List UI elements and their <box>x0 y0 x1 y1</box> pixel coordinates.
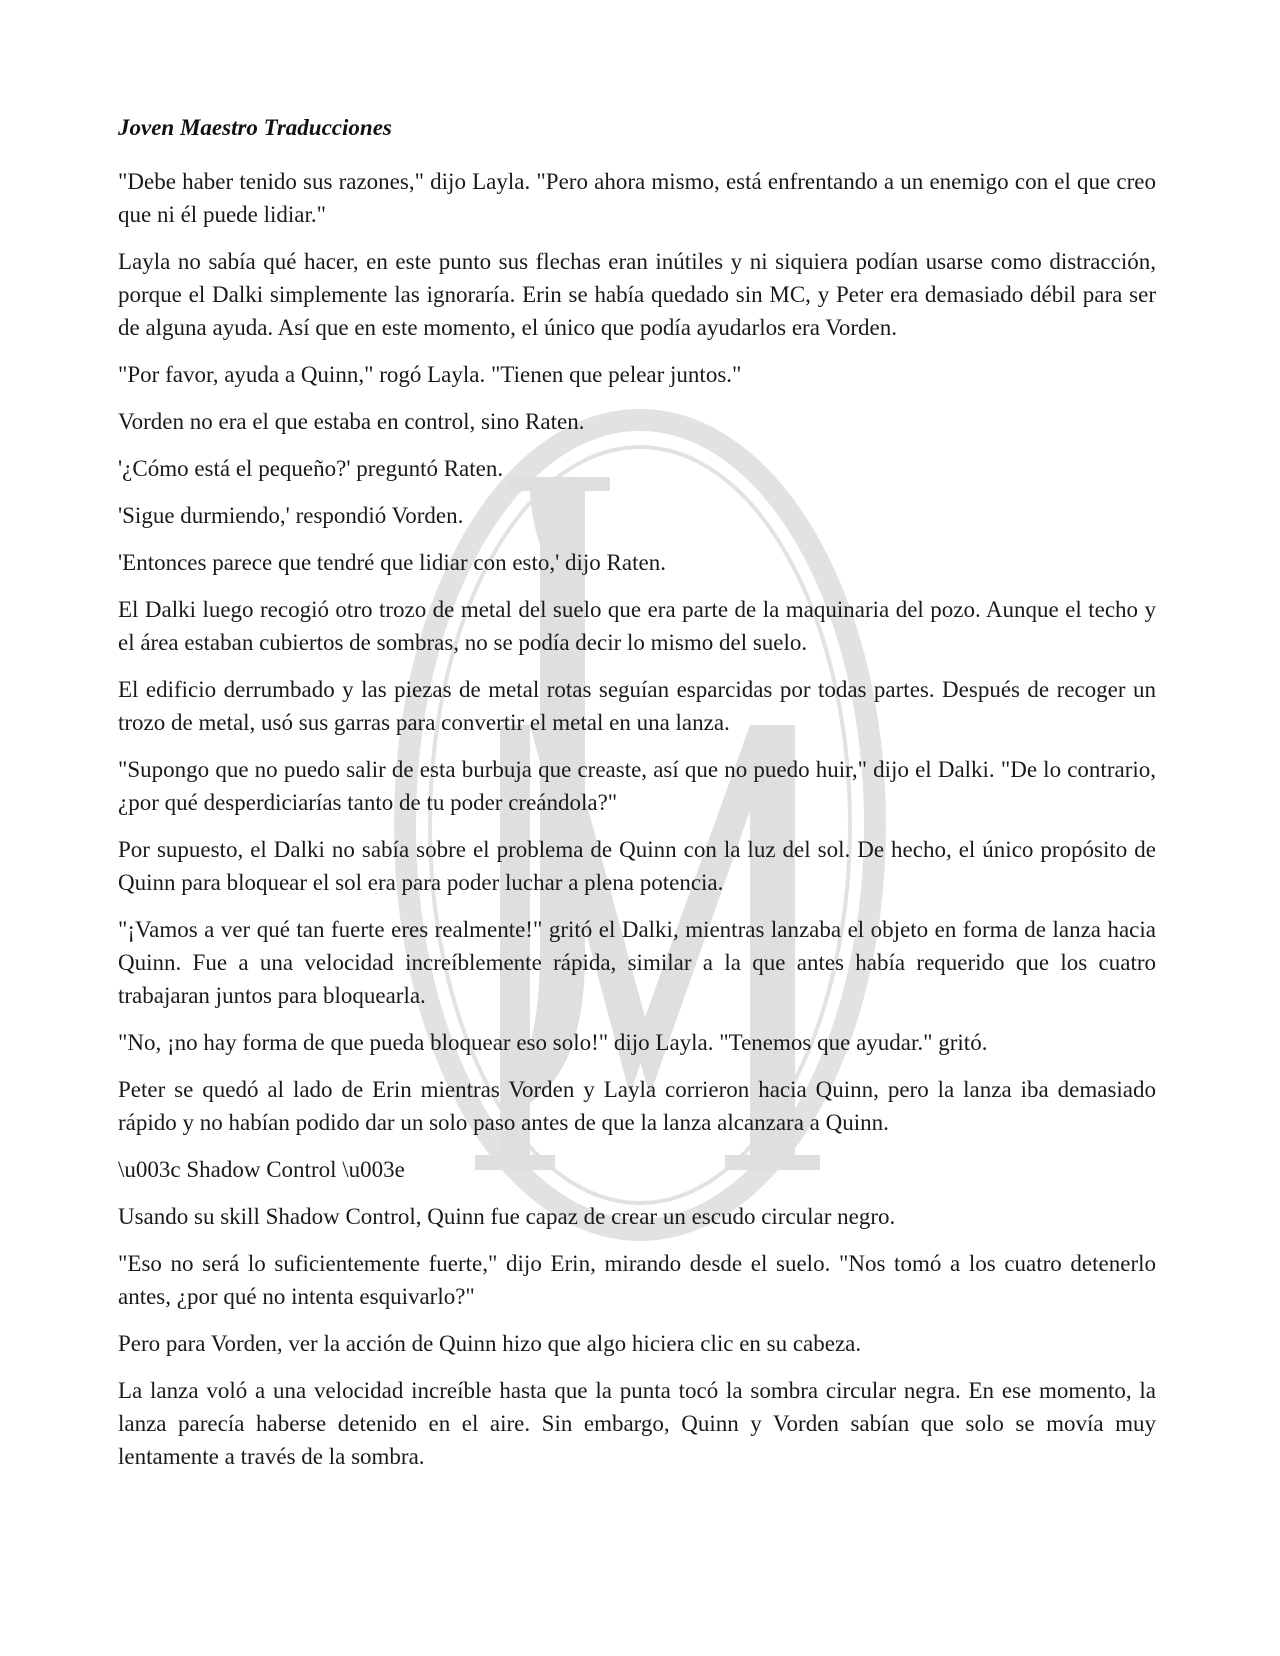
paragraph: Usando su skill Shadow Control, Quinn fue capaz de crear un escudo circular negro. <box>118 1204 896 1229</box>
paragraph: "Por favor, ayuda a Quinn," rogó Layla. "Tienen que pelear juntos." <box>118 362 742 387</box>
paragraph: El Dalki luego recogió otro trozo de metal del suelo que era parte de la maquinaria del pozo. Aunque el techo y el área estaban cubiertos de sombras, no se podía decir lo mismo del suelo. <box>118 597 1156 655</box>
document-title: Joven Maestro Traducciones <box>118 115 392 140</box>
paragraph: El edificio derrumbado y las piezas de metal rotas seguían esparcidas por todas partes. Después de recoger un trozo de metal, usó sus garras para convertir el metal en una lanza. <box>118 677 1156 735</box>
paragraph: "No, ¡no hay forma de que pueda bloquear eso solo!" dijo Layla. "Tenemos que ayudar." gritó. <box>118 1030 988 1055</box>
paragraph: "Eso no será lo suficientemente fuerte," dijo Erin, mirando desde el suelo. "Nos tomó a los cuatro detenerlo antes, ¿por qué no intenta esquivarlo?" <box>118 1251 1156 1309</box>
paragraph: 'Entonces parece que tendré que lidiar con esto,' dijo Raten. <box>118 550 666 575</box>
paragraph: La lanza voló a una velocidad increíble hasta que la punta tocó la sombra circular negra. En ese momento, la lanza parecía haberse detenido en el aire. Sin embargo, Quinn y Vorden sabían que solo se movía muy lentamente a través de la sombra. <box>118 1378 1156 1469</box>
paragraph: Layla no sabía qué hacer, en este punto sus flechas eran inútiles y ni siquiera podían usarse como distracción, porque el Dalki simplemente las ignoraría. Erin se había quedado sin MC, y Peter era demasiado débil para ser de alguna ayuda. Así que en este momento, el único que podía ayudarlos era Vorden. <box>118 249 1156 340</box>
paragraph: Vorden no era el que estaba en control, sino Raten. <box>118 409 585 434</box>
paragraph: "¡Vamos a ver qué tan fuerte eres realmente!" gritó el Dalki, mientras lanzaba el objeto en forma de lanza hacia Quinn. Fue a una velocidad increíblemente rápida, similar a la que antes había requerido que los cuatro trabajaran juntos para bloquearla. <box>118 917 1156 1008</box>
paragraph: Pero para Vorden, ver la acción de Quinn hizo que algo hiciera clic en su cabeza. <box>118 1331 862 1356</box>
paragraph: \u003c Shadow Control \u003e <box>118 1157 405 1182</box>
document-body <box>118 112 1156 1487</box>
paragraph: "Debe haber tenido sus razones," dijo Layla. "Pero ahora mismo, está enfrentando a un enemigo con el que creo que ni él puede lidiar." <box>118 169 1156 227</box>
paragraph: "Supongo que no puedo salir de esta burbuja que creaste, así que no puedo huir," dijo el Dalki. "De lo contrario, ¿por qué desperdiciarías tanto de tu poder creándola?" <box>118 757 1156 815</box>
paragraph: Por supuesto, el Dalki no sabía sobre el problema de Quinn con la luz del sol. De hecho, el único propósito de Quinn para bloquear el sol era para poder luchar a plena potencia. <box>118 837 1156 895</box>
paragraph: Peter se quedó al lado de Erin mientras Vorden y Layla corrieron hacia Quinn, pero la lanza iba demasiado rápido y no habían podido dar un solo paso antes de que la lanza alcanzara a Quinn. <box>118 1077 1156 1135</box>
paragraph: 'Sigue durmiendo,' respondió Vorden. <box>118 503 464 528</box>
paragraph: '¿Cómo está el pequeño?' preguntó Raten. <box>118 456 504 481</box>
